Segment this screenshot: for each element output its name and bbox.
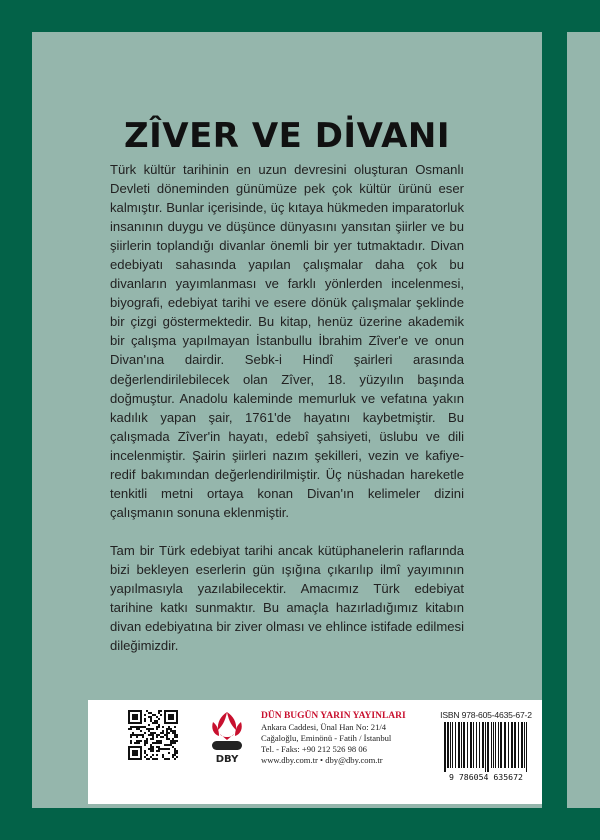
publisher-address-line-1: Ankara Caddesi, Ünal Han No: 21/4 bbox=[261, 722, 387, 732]
publisher-info bbox=[261, 710, 431, 766]
spine bbox=[567, 32, 600, 808]
publisher-logo bbox=[207, 710, 247, 768]
publisher-footer bbox=[88, 700, 542, 804]
logo-text: DBY bbox=[215, 754, 239, 765]
isbn-block bbox=[440, 710, 532, 782]
blurb-paragraph-1: Türk kültür tarihinin en uzun devresini oluşturan Osmanlı Devleti döneminden günümüze pek çok kültür ürünü eser kalmıştır. Bunlar içerisinde, üç kıtaya hükmeden imparatorluk insanının duygu ve düşünce dünyasını yansıtan şiirler ve bu şiirlerin toplandığı divanlar önemli bir yer tutmaktadır. Divan edebiyatı sahasında yapılan çalışmalar daha çok bu divanların yayımlanması ve farklı yönlerden incelenmesi, biyografi, edebiyat tarihi ve esere dönük çalışmalar şeklinde bir çizgi göstermektedir. Bu kitap, henüz üzerine akademik bir çalışma yapılmayan İstanbullu İbrahim Zîver'e ve onun Divan'ına dairdir. Sebk-i Hindî şairleri arasında değerlendirilebilecek olan Zîver, 18. yüzyılın başında doğmuştur. Anadolu kaleminde memurluk ve vefatına yakın kadılık yapan şair, 1761'de hayatını kaybetmiştir. Bu çalışmada Zîver'in hayatı, edebî şahsiyeti, üslubu ve dili incelenmiştir. Şairin şiirleri nazım şekilleri, vezin ve kafiye-redif bakımından değerlendirilmiştir. Üç nüshadan hareketle tenkitli metni ortaya konan Divan'ın kelimeler dizini çalışmanın sonuna eklenmiştir. bbox=[110, 162, 464, 520]
blurb-paragraph-2: Tam bir Türk edebiyat tarihi ancak kütüphanelerin raflarında bizi bekleyen eserlerin gün ışığına çıkarılıp ilmî yayımının yapılmasıyla yazılabilecektir. Amacımız Türk edebiyat tarihine katkı sunmaktır. Bu amaçla hazırladığımız kitabın divan edebiyatına bir ziver olması ve ehlince istifade edilmesi dileğimizdir. bbox=[110, 542, 464, 654]
publisher-phone: Tel. - Faks: +90 212 526 98 06 bbox=[261, 744, 367, 754]
isbn-label: ISBN 978-605-4635-67-2 bbox=[440, 710, 532, 720]
barcode-digits: 9 786054 635672 bbox=[449, 772, 523, 782]
back-cover bbox=[32, 32, 542, 808]
blurb bbox=[110, 160, 464, 655]
publisher-web: www.dby.com.tr • dby@dby.com.tr bbox=[261, 755, 383, 765]
book-title: ZÎVER VE DİVANI bbox=[123, 116, 451, 156]
barcode bbox=[440, 722, 532, 782]
qr-code bbox=[128, 710, 178, 760]
publisher-address-line-2: Cağaloğlu, Eminönü - Fatih / İstanbul bbox=[261, 733, 392, 743]
publisher-name: DÜN BUGÜN YARIN YAYINLARI bbox=[261, 711, 406, 721]
barcode-bars bbox=[444, 722, 527, 772]
